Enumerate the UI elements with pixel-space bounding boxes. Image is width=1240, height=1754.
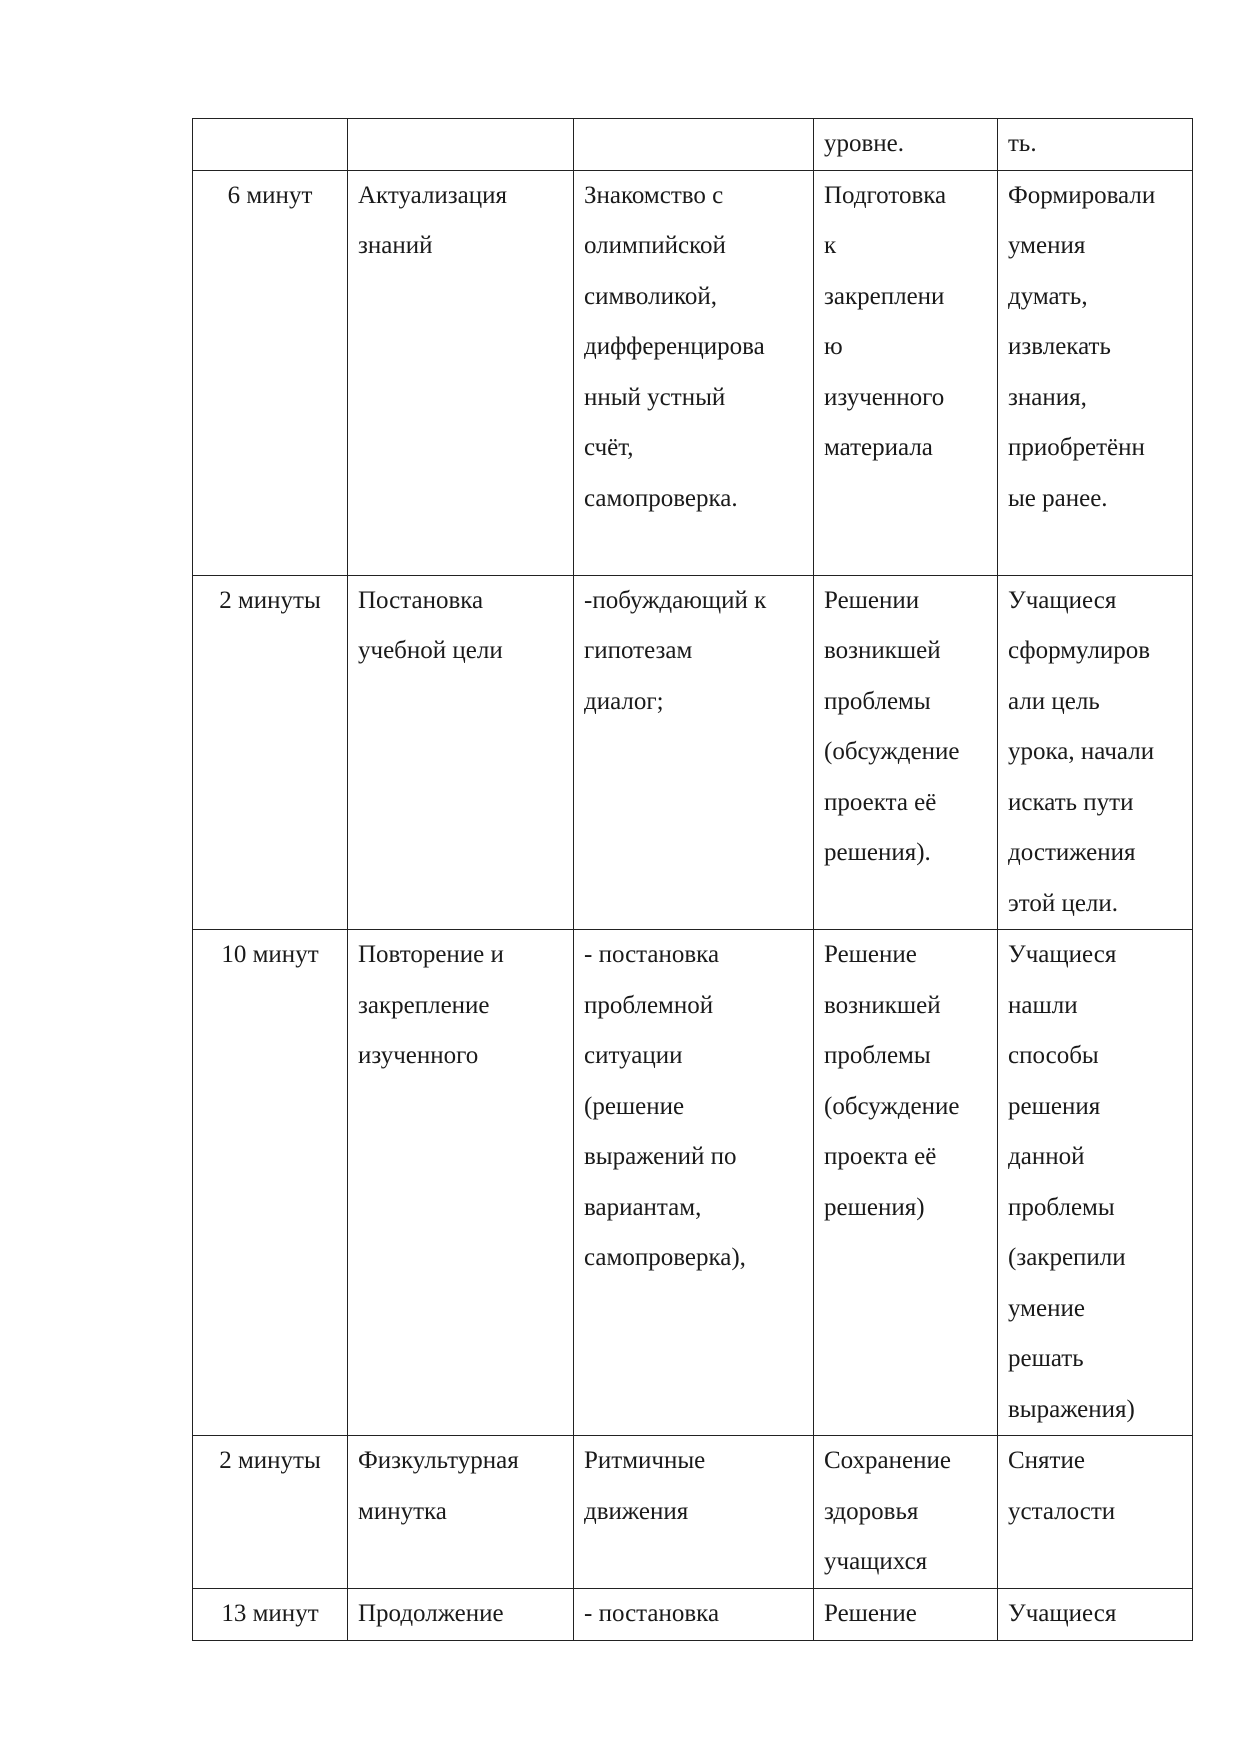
cell-stage: Актуализация знаний: [348, 170, 574, 575]
cell-method: - постановка проблемной ситуации (решение выражений по вариантам, самопроверка),: [574, 930, 814, 1436]
cell-result: Решении возникшей проблемы (обсуждение проекта её решения).: [814, 575, 998, 930]
cell-method: Знакомство с олимпийской символикой, дифференцирова нный устный счёт, самопроверка.: [574, 170, 814, 575]
cell-outcome: Учащиеся: [998, 1589, 1193, 1641]
cell-method: -побуждающий к гипотезам диалог;: [574, 575, 814, 930]
cell-time: 13 минут: [193, 1589, 348, 1641]
table-row: [193, 1589, 1193, 1641]
cell-outcome: Снятие усталости: [998, 1436, 1193, 1589]
cell-stage: Физкультурная минутка: [348, 1436, 574, 1589]
cell-stage: Продолжение: [348, 1589, 574, 1641]
cell-result: Сохранение здоровья учащихся: [814, 1436, 998, 1589]
table-row: [193, 930, 1193, 1436]
cell-time: [193, 119, 348, 171]
lesson-plan-table: [192, 118, 1193, 1641]
cell-stage: [348, 119, 574, 171]
cell-outcome: Учащиеся сформулиров али цель урока, начали искать пути достижения этой цели.: [998, 575, 1193, 930]
table-row: [193, 170, 1193, 575]
cell-method: - постановка: [574, 1589, 814, 1641]
table-row: [193, 1436, 1193, 1589]
cell-result: Решение: [814, 1589, 998, 1641]
cell-time: 2 минуты: [193, 1436, 348, 1589]
cell-result: уровне.: [814, 119, 998, 171]
cell-time: 2 минуты: [193, 575, 348, 930]
cell-time: 6 минут: [193, 170, 348, 575]
cell-method: Ритмичные движения: [574, 1436, 814, 1589]
cell-result: Подготовка к закреплени ю изученного материала: [814, 170, 998, 575]
cell-method: [574, 119, 814, 171]
cell-time: 10 минут: [193, 930, 348, 1436]
table-row: [193, 119, 1193, 171]
cell-result: Решение возникшей проблемы (обсуждение проекта её решения): [814, 930, 998, 1436]
cell-stage: Повторение и закрепление изученного: [348, 930, 574, 1436]
cell-outcome: Формировали умения думать, извлекать знания, приобретённ ые ранее.: [998, 170, 1193, 575]
table-row: [193, 575, 1193, 930]
cell-outcome: ть.: [998, 119, 1193, 171]
cell-stage: Постановка учебной цели: [348, 575, 574, 930]
cell-outcome: Учащиеся нашли способы решения данной проблемы (закрепили умение решать выражения): [998, 930, 1193, 1436]
